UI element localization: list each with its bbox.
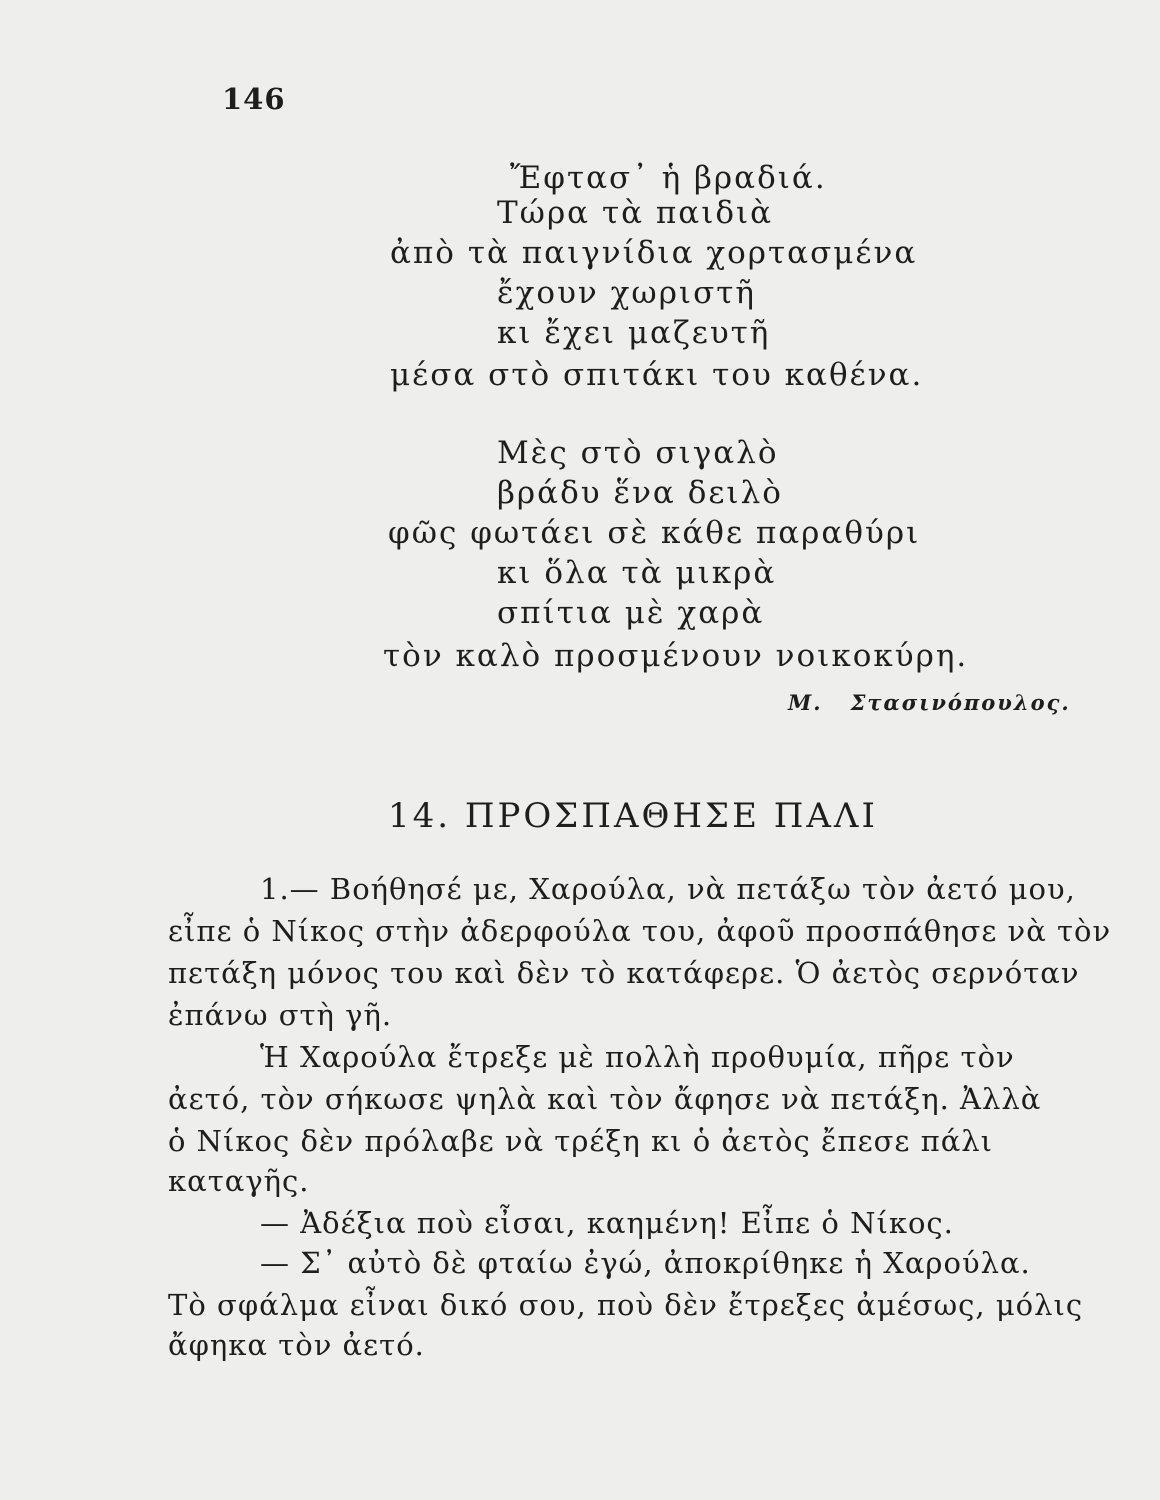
poem-line: βράδυ ἕνα δειλὸ	[497, 475, 783, 511]
story-line: — Ἀδέξια ποὺ εἶσαι, καημένη! Εἶπε ὁ Νίκος.	[260, 1206, 954, 1240]
story-line: πετάξη μόνος του καὶ δὲν τὸ κατάφερε. Ὁ ἀετὸς σερνόταν	[168, 956, 1080, 990]
story-line: ἐπάνω στὴ γῆ.	[168, 998, 393, 1032]
poem-line: Ἔφτασ᾽ ἡ βραδιά.	[510, 160, 827, 196]
story-line: καταγῆς.	[168, 1164, 310, 1198]
poem-line: φῶς φωτάει σὲ κάθε παραθύρι	[388, 515, 921, 551]
story-line: Ἡ Χαρούλα ἔτρεξε μὲ πολλὴ προθυμία, πῆρε τὸν	[260, 1040, 1015, 1074]
poem-line: κι ἔχει μαζευτῆ	[497, 315, 771, 351]
story-line: ὁ Νίκος δὲν πρόλαβε νὰ τρέξη κι ὁ ἀετὸς ἔπεσε πάλι	[168, 1124, 994, 1158]
poem-line: Μὲς στὸ σιγαλὸ	[497, 435, 779, 471]
poem-line: κι ὅλα τὰ μικρὰ	[497, 555, 777, 591]
poem-line: σπίτια μὲ χαρὰ	[497, 595, 765, 631]
story-line: ἄφηκα τὸν ἀετό.	[168, 1328, 425, 1362]
poem-line: Τώρα τὰ παιδιὰ	[497, 195, 774, 231]
poem-line: μέσα στὸ σπιτάκι του καθένα.	[390, 357, 924, 393]
author-surname: Στασινόπουλος.	[850, 690, 1071, 715]
poem-line: τὸν καλὸ προσμένουν νοικοκύρη.	[383, 638, 969, 674]
page-number: 146	[222, 82, 286, 116]
story-line: ἀετό, τὸν σήκωσε ψηλὰ καὶ τὸν ἄφησε νὰ πετάξη. Ἀλλὰ	[168, 1082, 1042, 1116]
poem-author	[788, 690, 1071, 715]
story-line: — Σ᾽ αὐτὸ δὲ φταίω ἐγώ, ἀποκρίθηκε ἡ Χαρούλα.	[260, 1246, 1031, 1280]
story-line: 1.— Βοήθησέ με, Χαρούλα, νὰ πετάξω τὸν ἀετό μου,	[260, 872, 1076, 906]
story-line: Τὸ σφάλμα εἶναι δικό σου, ποὺ δὲν ἔτρεξες ἀμέσως, μόλις	[168, 1288, 1084, 1322]
chapter-title: 14. ΠΡΟΣΠΑΘΗΣΕ ΠΑΛΙ	[388, 796, 878, 836]
poem-line: ἔχουν χωριστῆ	[497, 275, 756, 311]
story-line: εἶπε ὁ Νίκος στὴν ἀδερφούλα του, ἀφοῦ προσπάθησε νὰ τὸν	[168, 914, 1112, 948]
poem-line: ἀπὸ τὰ παιγνίδια χορτασμένα	[390, 235, 918, 271]
author-initial: Μ.	[788, 690, 823, 715]
